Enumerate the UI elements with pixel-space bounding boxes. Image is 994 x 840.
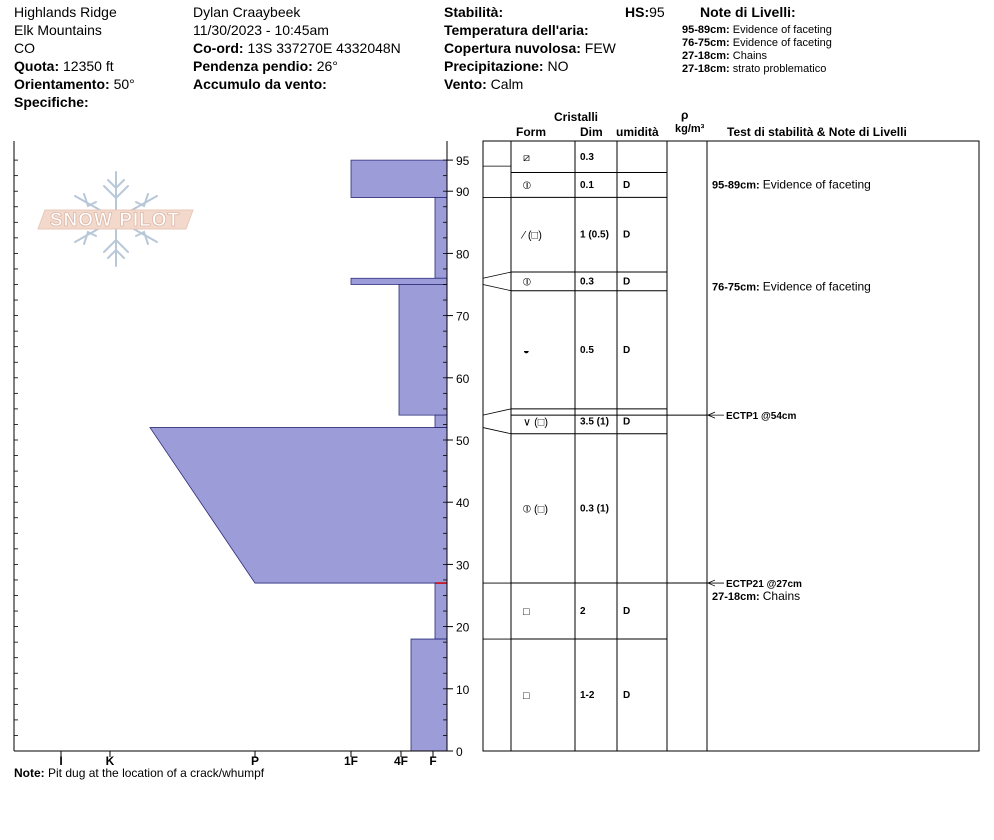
- slope-value: 26°: [316, 58, 338, 74]
- layer-size: 0.3 (1): [580, 503, 609, 515]
- test-label: ECTP1 @54cm: [726, 411, 797, 423]
- layer-note-text: Chains: [732, 50, 768, 62]
- aspect-value: 50°: [113, 76, 135, 92]
- depth-tick-label: 30: [456, 558, 470, 573]
- layer-size: 1-2: [580, 690, 595, 702]
- depth-connector: [483, 409, 511, 415]
- layer-note-annotation: [712, 589, 800, 603]
- depth-tick-label: 0: [456, 745, 463, 759]
- layer-moisture: D: [623, 416, 631, 428]
- hardness-bar: [435, 415, 447, 427]
- layer-size: 0.5: [580, 344, 594, 356]
- layer-note-range: 27-18cm:: [682, 50, 730, 62]
- layer-moisture: D: [623, 606, 631, 618]
- snowpilot-logo: [38, 172, 193, 266]
- depth-tick-label: 40: [456, 496, 470, 511]
- note-text: Pit dug at the location of a crack/whumpf: [48, 766, 265, 780]
- layer-note-range: 27-18cm:: [682, 63, 730, 75]
- layer-form: ∨ (□): [523, 416, 549, 429]
- layer-form: ⦶ (□): [523, 503, 549, 516]
- annotation-text: Evidence of faceting: [762, 177, 871, 192]
- depth-connector: [483, 285, 511, 291]
- annotation-range: 95-89cm:: [712, 179, 763, 192]
- depth-connector: [483, 272, 511, 278]
- precip-label: Precipitazione:: [444, 58, 544, 74]
- hs-label: HS:: [625, 4, 650, 20]
- layer-form: ⁄ (□): [523, 229, 542, 242]
- layer-note-text: Evidence of faceting: [732, 24, 832, 36]
- sky-label: Copertura nuvolosa:: [444, 40, 581, 56]
- depth-tick-label: 20: [456, 620, 470, 635]
- size-header: Dim: [580, 125, 603, 139]
- layer-size: 1 (0.5): [580, 229, 609, 241]
- depth-tick-label: 80: [456, 247, 470, 262]
- layer-notes-title: Note di Livelli:: [700, 4, 796, 20]
- layer-size: 0.1: [580, 179, 594, 191]
- logo-text: SNOW PILOT: [49, 210, 181, 231]
- state: CO: [14, 40, 35, 56]
- elevation-label: Quota:: [14, 58, 60, 74]
- hardness-bar: [399, 285, 447, 416]
- specifics-label: Specifiche:: [14, 94, 89, 110]
- hardness-bar: [411, 639, 447, 751]
- sky-value: FEW: [584, 40, 616, 56]
- coord-value: 13S 337270E 4332048N: [247, 40, 401, 56]
- layer-size: 0.3: [580, 276, 594, 288]
- depth-tick-label: 95: [456, 154, 470, 169]
- aspect-label: Orientamento:: [14, 76, 110, 92]
- layer-size: 3.5 (1): [580, 416, 609, 428]
- hardness-tick-label: P: [250, 754, 260, 768]
- depth-tick-label: 10: [456, 682, 470, 697]
- layer-table-frame: [483, 141, 979, 751]
- elevation-value: 12350 ft: [63, 58, 114, 74]
- layer-form: ⦶: [523, 179, 531, 192]
- hardness-tick-label: 1F: [343, 754, 359, 768]
- datetime: 11/30/2023 - 10:45am: [193, 22, 329, 38]
- air-temp-label: Temperatura dell'aria:: [444, 22, 589, 38]
- layer-form: □: [523, 606, 530, 619]
- depth-tick-label: 50: [456, 434, 470, 448]
- layer-moisture: D: [623, 344, 631, 356]
- hardness-bar: [150, 428, 447, 584]
- layer-moisture: D: [623, 276, 631, 288]
- layer-form: ◒: [523, 344, 530, 357]
- layer-size: 2: [580, 606, 586, 618]
- wind-loading-label: Accumulo da vento:: [193, 76, 327, 92]
- annotation-text: Chains: [762, 589, 801, 604]
- depth-tick-label: 90: [456, 185, 470, 200]
- note-label: Note:: [14, 766, 45, 780]
- hardness-bar: [351, 278, 447, 284]
- layer-note-range: 95-89cm:: [682, 24, 730, 36]
- layer-form: ⧄: [523, 151, 530, 164]
- annotation-range: 27-18cm:: [712, 591, 763, 604]
- wind-label: Vento:: [444, 76, 487, 92]
- layer-form: □: [523, 690, 530, 703]
- hardness-tick-label: 4F: [393, 754, 409, 768]
- density-unit-header: kg/m³: [675, 123, 705, 135]
- layer-note-annotation: [712, 177, 871, 191]
- test-label: ECTP21 @27cm: [726, 579, 802, 591]
- depth-tick-label: 60: [456, 371, 470, 386]
- hs-value: 95: [649, 4, 665, 20]
- annotation-range: 76-75cm:: [712, 281, 763, 294]
- wind-value: Calm: [490, 76, 524, 92]
- hardness-tick-label: K: [105, 754, 115, 768]
- layer-note-range: 76-75cm:: [682, 37, 730, 49]
- moisture-header: umidità: [616, 125, 659, 139]
- slope-label: Pendenza pendio:: [193, 58, 313, 74]
- annotation-text: Evidence of faceting: [762, 279, 871, 294]
- tests-header: Test di stabilità & Note di Livelli: [727, 125, 907, 139]
- stability-label: Stabilità:: [444, 4, 504, 20]
- layer-form: ⦶: [523, 276, 531, 289]
- depth-tick-label: 70: [456, 309, 470, 324]
- layer-moisture: D: [623, 229, 631, 241]
- layer-moisture: D: [623, 690, 631, 702]
- hardness-bar: [351, 160, 447, 197]
- layer-moisture: D: [623, 179, 631, 191]
- hardness-tick-label: I: [59, 754, 63, 768]
- location: Highlands Ridge: [14, 4, 117, 20]
- layer-note-annotation: [712, 280, 871, 294]
- observer: Dylan Craaybeek: [193, 4, 301, 20]
- rho-header: ρ: [681, 108, 689, 122]
- form-header: Form: [516, 125, 546, 139]
- crystals-header: Cristalli: [554, 110, 599, 124]
- layer-note-text: Evidence of faceting: [732, 37, 832, 49]
- layer-note-text: strato problematico: [732, 63, 827, 75]
- hardness-tick-label: F: [429, 754, 437, 768]
- layer-size: 0.3: [580, 151, 594, 163]
- precip-value: NO: [547, 58, 569, 74]
- pit-note: [14, 766, 264, 780]
- coord-label: Co-ord:: [193, 40, 244, 56]
- depth-connector: [483, 428, 511, 434]
- mountain-range: Elk Mountains: [14, 22, 102, 38]
